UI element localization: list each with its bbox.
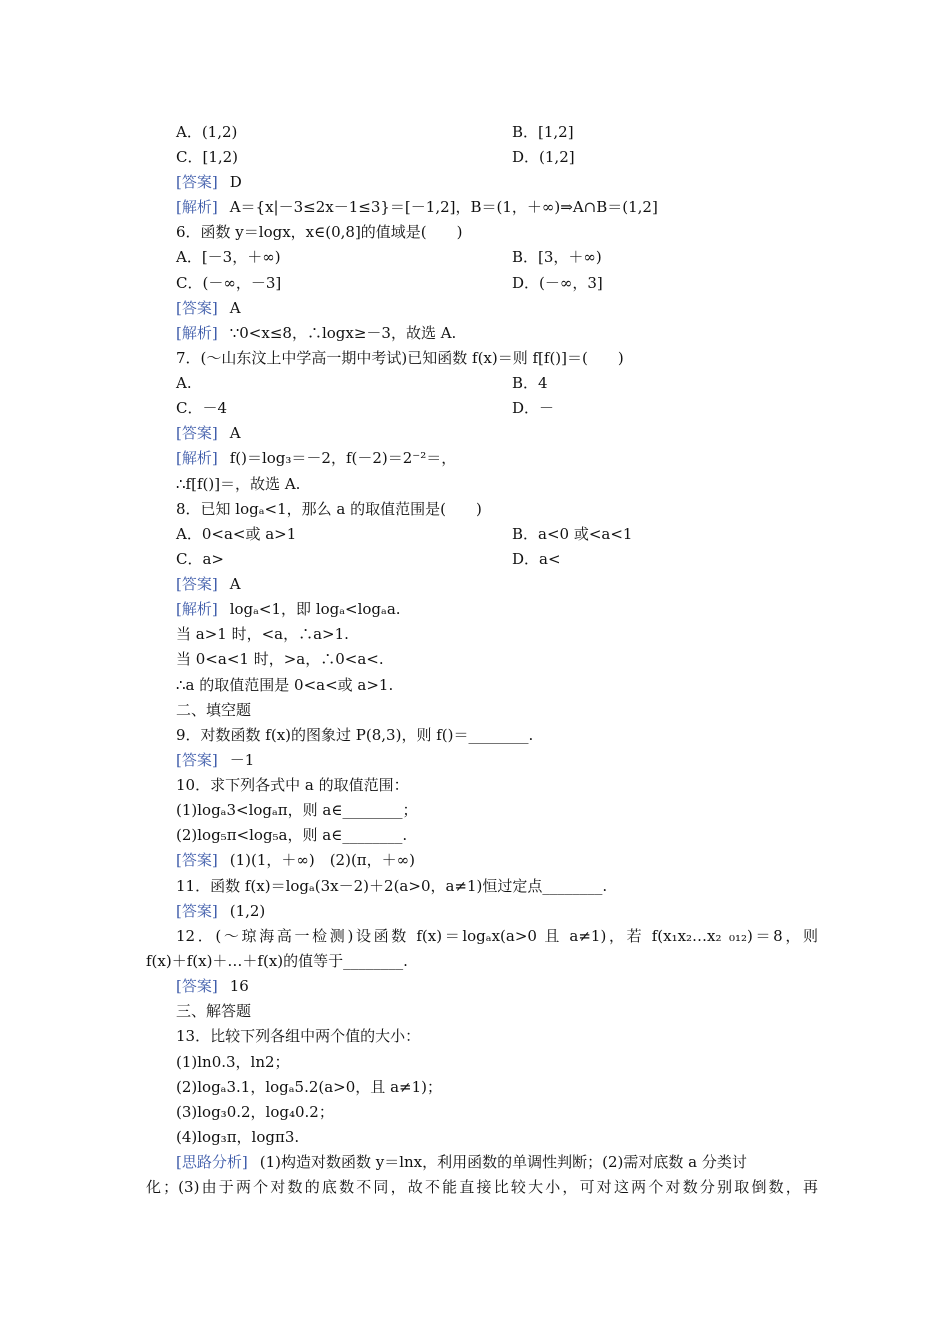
q6-option-c: C．(－∞，－3] bbox=[176, 274, 282, 292]
q13-idea-line2: 化；(3)由于两个对数的底数不同，故不能直接比较大小，可对这两个对数分别取倒数，再 bbox=[146, 1178, 818, 1196]
q8-analysis-line2: 当 a>1 时，<a，∴a>1. bbox=[176, 625, 349, 643]
q7-option-b: B．4 bbox=[512, 374, 548, 392]
q5-option-c: C．[1,2) bbox=[176, 148, 239, 166]
analysis-tag: [解析] bbox=[176, 600, 218, 618]
analysis-tag: [解析] bbox=[176, 449, 218, 467]
q10-answer bbox=[176, 849, 415, 871]
q12-stem-line1: 12．(～琼海高一检测)设函数 f(x)＝logₐx(a>0 且 a≠1)，若 f(x₁x₂…x₂ ₀₁₂)＝8，则 bbox=[176, 927, 818, 945]
q8-option-b: B．a<0 或<a<1 bbox=[512, 525, 633, 543]
analysis-text: logₐ<1，即 logₐ<logₐa. bbox=[229, 600, 401, 618]
q13-stem: 13．比较下列各组中两个值的大小： bbox=[176, 1027, 421, 1045]
analysis-text: A＝{x|－3≤2x－1≤3}＝[－1,2]，B＝(1，＋∞)⇒A∩B＝(1,2] bbox=[229, 198, 658, 216]
q8-analysis bbox=[176, 598, 401, 620]
analysis-text: f()＝log₃＝－2，f(－2)＝2⁻²＝， bbox=[229, 449, 457, 467]
q5-option-a: A．(1,2) bbox=[176, 123, 238, 141]
q9-answer bbox=[176, 749, 254, 771]
q13-part1: (1)ln0.3，ln2； bbox=[176, 1053, 290, 1071]
answer-tag: [答案] bbox=[176, 575, 218, 593]
section-fill-in-title: 二、填空题 bbox=[176, 701, 252, 719]
q12-answer bbox=[176, 975, 249, 997]
q6-option-a: A．[－3，＋∞) bbox=[176, 248, 281, 266]
q7-option-d: D．－ bbox=[512, 399, 555, 417]
answer-tag: [答案] bbox=[176, 751, 218, 769]
analysis-text: ∵0<x≤8，∴logx≥－3，故选 A. bbox=[229, 324, 457, 342]
answer-tag: [答案] bbox=[176, 173, 218, 191]
q7-answer bbox=[176, 422, 241, 444]
answer-text: A bbox=[229, 575, 241, 593]
q7-option-c: C．－4 bbox=[176, 399, 228, 417]
q7-option-a: A. bbox=[176, 374, 192, 392]
answer-text: A bbox=[229, 424, 241, 442]
q8-stem: 8．已知 logₐ<1，那么 a 的取值范围是( ) bbox=[176, 500, 482, 518]
q5-analysis bbox=[176, 196, 658, 218]
answer-tag: [答案] bbox=[176, 851, 218, 869]
q10-part1: (1)logₐ3<logₐπ，则 a∈________； bbox=[176, 801, 418, 819]
q11-stem: 11．函数 f(x)＝logₐ(3x－2)＋2(a>0，a≠1)恒过定点________. bbox=[176, 877, 608, 895]
q7-analysis-line2: ∴f[f()]＝，故选 A. bbox=[176, 475, 301, 493]
q13-idea-line1 bbox=[176, 1151, 818, 1173]
answer-tag: [答案] bbox=[176, 424, 218, 442]
section-solution-title: 三、解答题 bbox=[176, 1002, 252, 1020]
answer-text: (1)(1，＋∞) (2)(π，＋∞) bbox=[229, 851, 416, 869]
answer-text: 16 bbox=[229, 977, 249, 995]
q9-stem: 9．对数函数 f(x)的图象过 P(8,3)，则 f()＝________. bbox=[176, 726, 534, 744]
answer-text: A bbox=[229, 299, 241, 317]
q12-stem-line2: f(x)＋f(x)＋…＋f(x)的值等于________. bbox=[146, 952, 408, 970]
answer-tag: [答案] bbox=[176, 977, 218, 995]
q10-stem: 10．求下列各式中 a 的取值范围： bbox=[176, 776, 409, 794]
answer-text: D bbox=[229, 173, 242, 191]
answer-text: －1 bbox=[229, 751, 255, 769]
q7-analysis bbox=[176, 447, 456, 469]
q8-option-c: C．a> bbox=[176, 550, 224, 568]
q5-option-b: B．[1,2] bbox=[512, 123, 574, 141]
q8-option-d: D．a< bbox=[512, 550, 561, 568]
q6-analysis bbox=[176, 322, 456, 344]
q6-stem: 6．函数 y＝logx，x∈(0,8]的值域是( ) bbox=[176, 223, 463, 241]
q7-stem: 7．(～山东汶上中学高一期中考试)已知函数 f(x)＝则 f[f()]＝( ) bbox=[176, 349, 624, 367]
q8-answer bbox=[176, 573, 241, 595]
q8-analysis-line3: 当 0<a<1 时，>a，∴0<a<. bbox=[176, 650, 384, 668]
q5-answer bbox=[176, 171, 242, 193]
q13-part4: (4)log₃π，logπ3. bbox=[176, 1128, 300, 1146]
q10-part2: (2)log₅π<log₅a，则 a∈________. bbox=[176, 826, 408, 844]
idea-text: (1)构造对数函数 y＝lnx，利用函数的单调性判断；(2)需对底数 a 分类讨 bbox=[259, 1153, 747, 1171]
analysis-tag: [解析] bbox=[176, 324, 218, 342]
q8-analysis-line4: ∴a 的取值范围是 0<a<或 a>1. bbox=[176, 676, 394, 694]
analysis-tag: [解析] bbox=[176, 198, 218, 216]
q13-part3: (3)log₃0.2，log₄0.2； bbox=[176, 1103, 334, 1121]
q11-answer bbox=[176, 900, 265, 922]
q6-option-d: D．(－∞，3] bbox=[512, 274, 603, 292]
q8-option-a: A．0<a<或 a>1 bbox=[176, 525, 297, 543]
q13-part2: (2)logₐ3.1，logₐ5.2(a>0，且 a≠1)； bbox=[176, 1078, 442, 1096]
q6-answer bbox=[176, 297, 241, 319]
q6-option-b: B．[3，＋∞) bbox=[512, 248, 602, 266]
answer-tag: [答案] bbox=[176, 299, 218, 317]
answer-text: (1,2) bbox=[229, 902, 266, 920]
answer-tag: [答案] bbox=[176, 902, 218, 920]
q5-option-d: D．(1,2] bbox=[512, 148, 575, 166]
idea-tag: [思路分析] bbox=[176, 1153, 248, 1171]
